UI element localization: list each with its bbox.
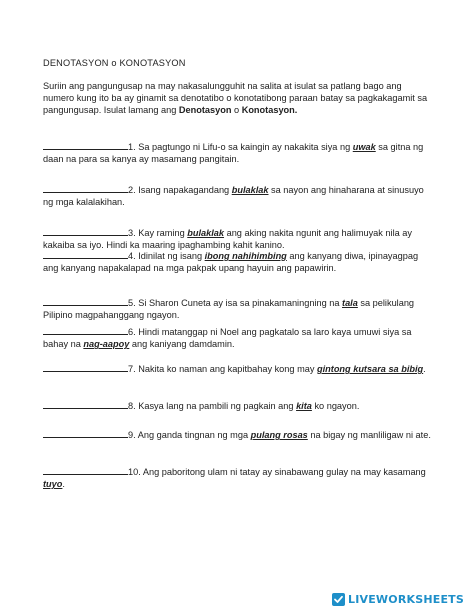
question-item-3 bbox=[43, 226, 435, 251]
question-text-after: . bbox=[423, 364, 426, 374]
question-number: 10. bbox=[128, 467, 141, 477]
question-number: 3. bbox=[128, 228, 136, 238]
question-number: 4. bbox=[128, 251, 136, 261]
answer-blank-1[interactable] bbox=[43, 140, 128, 150]
question-text-before: Nakita ko naman ang kapitbahay kong may bbox=[135, 364, 317, 374]
liveworksheets-footer[interactable] bbox=[332, 591, 464, 607]
answer-blank-10[interactable] bbox=[43, 465, 128, 475]
underlined-keyword: ibong nahihimbing bbox=[204, 251, 287, 261]
question-text-before: Hindi matanggap ni Noel ang pagkatalo sa laro kaya umuwi siya sa bahay na bbox=[43, 327, 412, 350]
underlined-keyword: bulaklak bbox=[231, 185, 269, 195]
question-number: 1. bbox=[128, 142, 136, 152]
question-text-before: Isang napakagandang bbox=[135, 185, 232, 195]
instructions-denotasyon: Denotasyon bbox=[178, 105, 232, 116]
underlined-keyword: uwak bbox=[352, 142, 376, 152]
question-number: 6. bbox=[128, 327, 136, 337]
instructions-connector: o bbox=[231, 105, 242, 116]
answer-blank-6[interactable] bbox=[43, 325, 128, 335]
question-number: 2. bbox=[128, 185, 136, 195]
question-text-after: na bigay ng manliligaw ni ate. bbox=[307, 430, 431, 440]
question-text-before: Kay raming bbox=[135, 228, 188, 238]
question-text-before: Idinilat ng isang bbox=[135, 251, 205, 261]
answer-blank-7[interactable] bbox=[43, 362, 128, 372]
answer-blank-4[interactable] bbox=[43, 249, 128, 259]
liveworksheets-brand-text: LIVEWORKSHEETS bbox=[348, 592, 464, 606]
question-item-6 bbox=[43, 325, 435, 350]
underlined-keyword: kita bbox=[296, 401, 312, 411]
question-text-before: Ang paboritong ulam ni tatay ay sinabawang gulay na may kasamang bbox=[140, 467, 426, 477]
question-item-9 bbox=[43, 428, 435, 441]
answer-blank-2[interactable] bbox=[43, 183, 128, 193]
question-text-after: . bbox=[62, 479, 65, 490]
instructions-paragraph bbox=[43, 80, 428, 117]
answer-blank-5[interactable] bbox=[43, 296, 128, 306]
question-text-after: sa pelikulang Pilipino magpahanggang ngayon. bbox=[43, 298, 415, 321]
worksheet-title: DENOTASYON o KONOTASYON bbox=[43, 58, 186, 68]
question-text-before: Sa pagtungo ni Lifu-o sa kaingin ay nakakita siya ng bbox=[135, 142, 353, 152]
question-number: 7. bbox=[128, 364, 136, 374]
instructions-text: Suriin ang pangungusap na may nakasalungguhit na salita at isulat sa patlang bago ang numero kung ito ba ay ginamit sa denotatibo o konotatibong paraan batay sa pagkakagamit sa pangungusap. Isulat lamang ang bbox=[43, 81, 428, 116]
question-item-8 bbox=[43, 399, 435, 412]
answer-blank-8[interactable] bbox=[43, 399, 128, 409]
question-number: 8. bbox=[128, 401, 136, 411]
underlined-keyword: gintong kutsara sa bibig bbox=[316, 364, 424, 374]
question-text-after: ang kanyang diwa, ipinayagpag ang kanyang napakalapad na mga pakpak upang hayuin ang papawirin. bbox=[43, 251, 419, 274]
question-text-after: ang aking nakita ngunit ang halimuyak nila ay kakaiba sa iyo. Hindi ka maaring ipaghambing kahit kanino. bbox=[43, 228, 412, 251]
underlined-keyword: bulaklak bbox=[187, 228, 225, 238]
instructions-konotasyon: Konotasyon. bbox=[241, 105, 298, 116]
question-text-after: sa nayon ang hinaharana at sinusuyo ng mga kalalakihan. bbox=[43, 185, 424, 208]
question-text-after: ang kaniyang damdamin. bbox=[129, 339, 235, 350]
liveworksheets-logo-icon bbox=[332, 593, 345, 606]
question-text-before: Kasya lang na pambili ng pagkain ang bbox=[135, 401, 297, 411]
question-text-before: Si Sharon Cuneta ay isa sa pinakamaningning na bbox=[135, 298, 343, 308]
underlined-keyword: nag-aapoy bbox=[83, 339, 130, 350]
question-item-2 bbox=[43, 183, 435, 208]
question-item-1 bbox=[43, 140, 435, 165]
question-number: 5. bbox=[128, 298, 136, 308]
question-text-before: Ang ganda tingnan ng mga bbox=[135, 430, 251, 440]
question-text-after: ko ngayon. bbox=[311, 401, 360, 411]
underlined-keyword: pulang rosas bbox=[250, 430, 308, 440]
answer-blank-3[interactable] bbox=[43, 226, 128, 236]
question-text-after: sa gitna ng daan na para sa kanya ay masamang pangitain. bbox=[43, 142, 424, 165]
underlined-keyword: tuyo bbox=[43, 479, 63, 490]
answer-blank-9[interactable] bbox=[43, 428, 128, 438]
question-item-4 bbox=[43, 249, 435, 274]
underlined-keyword: tala bbox=[342, 298, 358, 308]
question-item-7 bbox=[43, 362, 435, 375]
question-number: 9. bbox=[128, 430, 136, 440]
question-item-5 bbox=[43, 296, 435, 321]
question-item-10 bbox=[43, 465, 435, 490]
